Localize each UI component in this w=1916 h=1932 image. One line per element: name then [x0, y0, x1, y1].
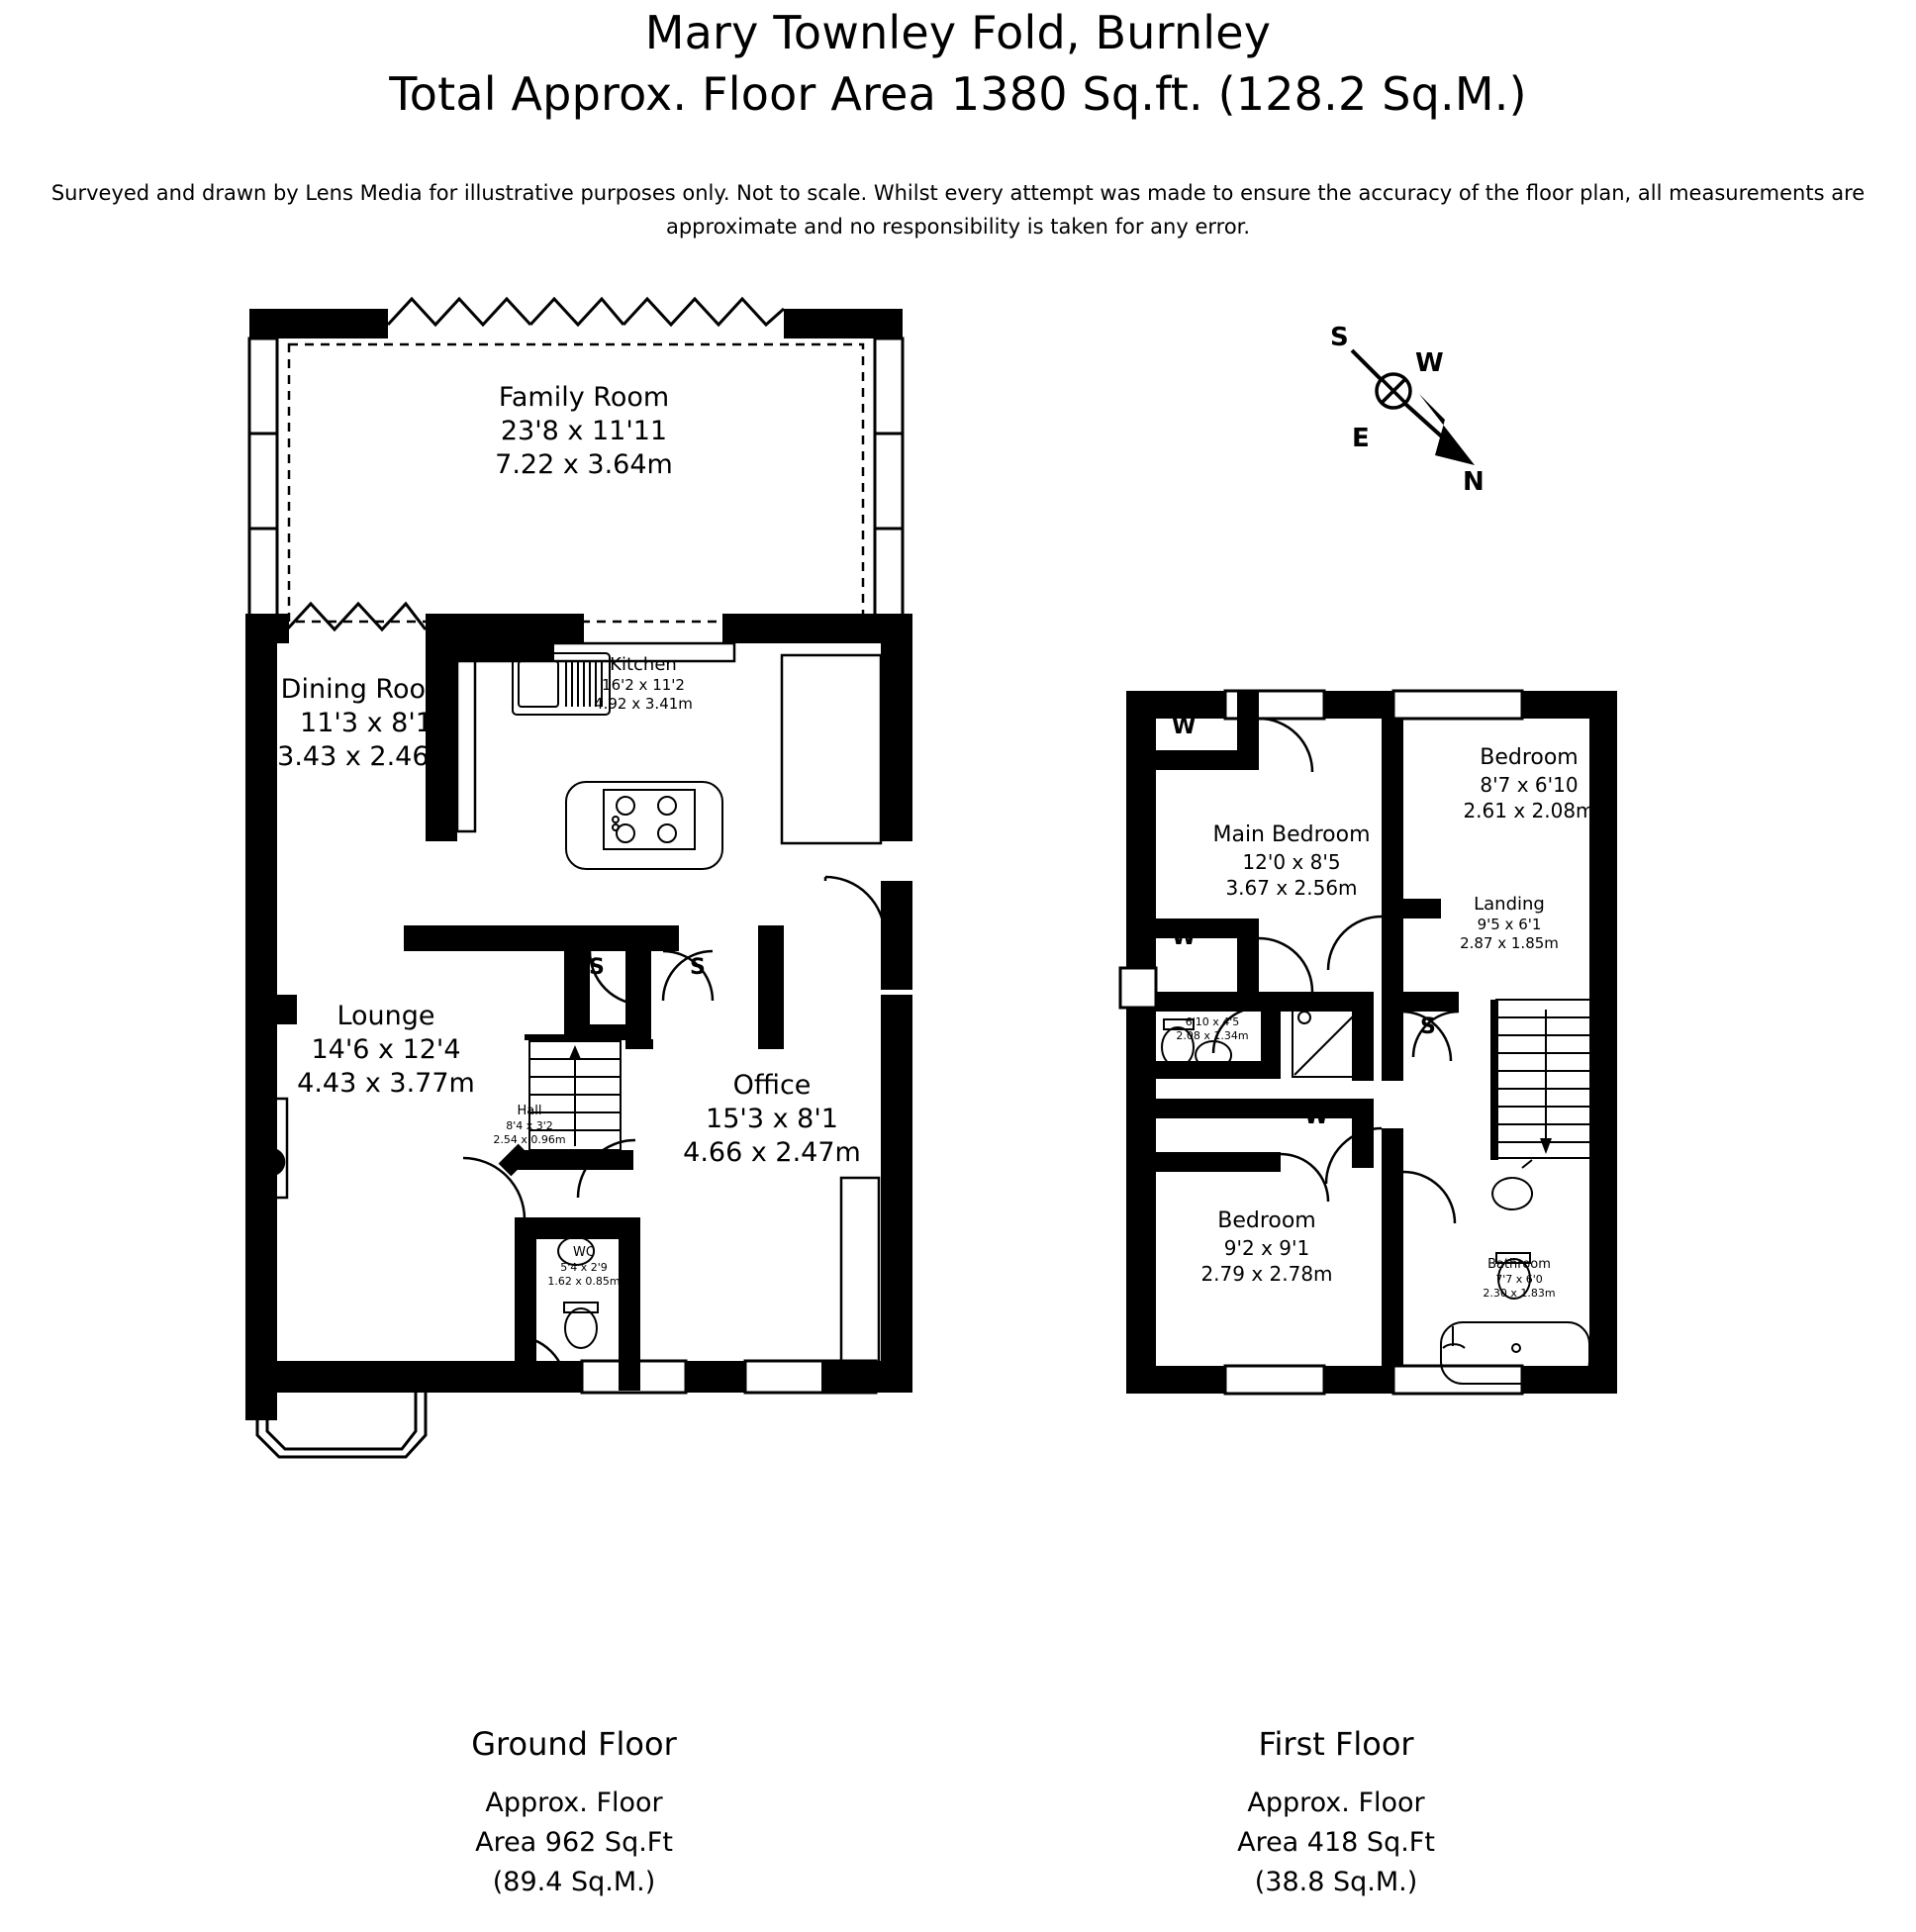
room-label-main-bedroom: Main Bedroom 12'0 x 8'5 3.67 x 2.56m	[1212, 822, 1371, 900]
room-label-lounge: Lounge 14'6 x 12'4 4.43 x 3.77m	[297, 1001, 475, 1099]
room-label-hall: Hall 8'4 x 3'2 2.54 x 0.96m	[493, 1104, 566, 1146]
ground-floor-area-line1: Approx. Floor	[485, 1787, 663, 1818]
room-label-office: Office 15'3 x 8'1 4.66 x 2.47m	[683, 1070, 861, 1168]
page-subtitle: Total Approx. Floor Area 1380 Sq.ft. (128.2 Sq.M.)	[389, 67, 1527, 121]
storage-badge-2: S	[690, 955, 706, 980]
wardrobe-badge-2: W	[1172, 925, 1197, 950]
room-label-wc: WC 5'4 x 2'9 1.62 x 0.85m	[547, 1245, 621, 1288]
room-label-bedroom-3: Bedroom 9'2 x 9'1 2.79 x 2.78m	[1200, 1208, 1333, 1286]
compass-label-n: N	[1463, 467, 1485, 497]
first-floor-footer-label: First Floor	[1258, 1725, 1414, 1763]
compass-label-e: E	[1352, 424, 1370, 453]
page-title: Mary Townley Fold, Burnley	[644, 6, 1272, 59]
storage-badge-3: S	[1420, 1014, 1436, 1039]
first-floor-area-line3: (38.8 Sq.M.)	[1254, 1867, 1418, 1897]
first-floor-plan	[1108, 673, 1682, 1692]
wardrobe-badge-3: W	[1304, 1105, 1329, 1129]
wardrobe-badge-1: W	[1172, 715, 1197, 739]
compass-rose	[1316, 323, 1534, 515]
ground-floor-drawing	[228, 287, 1079, 1692]
room-label-bathroom: Bathroom 7'7 x 6'0 2.30 x 1.83m	[1483, 1257, 1556, 1300]
first-floor-footer	[1128, 1722, 1544, 1902]
storage-badge-1: S	[589, 955, 605, 980]
room-label-bedroom-2: Bedroom 8'7 x 6'10 2.61 x 2.08m	[1463, 745, 1595, 822]
first-floor-area-line2: Area 418 Sq.Ft	[1237, 1827, 1435, 1858]
room-label-family-room: Family Room 23'8 x 11'11 7.22 x 3.64m	[495, 382, 673, 480]
room-label-dining-room: Dining Room 11'3 x 8'1 3.43 x 2.46m	[277, 674, 455, 772]
first-floor-area-line1: Approx. Floor	[1247, 1787, 1425, 1818]
room-label-en-suite: En-suite 6'10 x 4'5 2.08 x 1.34m	[1176, 1000, 1249, 1042]
room-label-landing: Landing 9'5 x 6'1 2.87 x 1.85m	[1460, 894, 1559, 952]
ground-floor-footer-label: Ground Floor	[471, 1725, 677, 1763]
ground-floor-plan	[228, 287, 1079, 1692]
ground-floor-footer	[366, 1722, 782, 1902]
compass-label-w: W	[1415, 348, 1444, 378]
ground-floor-area-line2: Area 962 Sq.Ft	[475, 1827, 673, 1858]
disclaimer-text: Surveyed and drawn by Lens Media for illustrative purposes only. Not to scale. Whilst every attempt was made to ensure the accuracy of the floor plan, all measurements are approximate and no responsibility is taken for any error.	[50, 181, 1866, 239]
room-label-kitchen: Kitchen 16'2 x 11'2 4.92 x 3.41m	[594, 654, 693, 713]
compass-label-s: S	[1330, 323, 1349, 352]
ground-floor-area-line3: (89.4 Sq.M.)	[492, 1867, 656, 1897]
